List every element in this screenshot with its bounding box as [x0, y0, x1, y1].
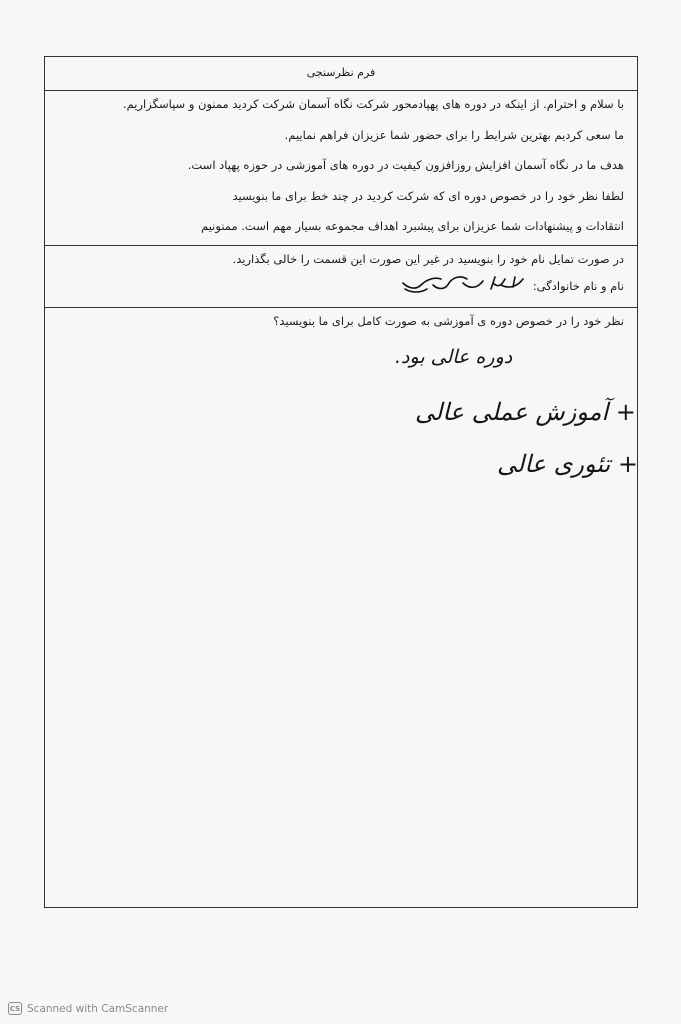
intro-section	[45, 91, 637, 246]
intro-line: لطفا نظر خود را در خصوص دوره ای که شرکت کردید در چند خط برای ما بنویسید	[232, 189, 624, 203]
intro-line: ما سعی کردیم بهترین شرایط را برای حضور شما عزیزان فراهم نماییم.	[284, 128, 624, 142]
camscanner-logo-icon: CS	[8, 1002, 22, 1015]
camscanner-watermark	[8, 1002, 168, 1015]
intro-line: هدف ما در نگاه آسمان افزایش روزافزون کیفیت در دوره های آموزشی در حوزه پهپاد است.	[187, 158, 624, 172]
answer-line: + آموزش عملی عالی	[415, 398, 636, 426]
answer-line: دوره عالی بود.	[395, 346, 513, 368]
form-title-row	[45, 57, 637, 91]
watermark-text: Scanned with CamScanner	[27, 1002, 169, 1015]
name-label: نام و نام خانوادگی:	[532, 279, 624, 293]
name-note: در صورت تمایل نام خود را بنویسید در غیر این صورت این قسمت را خالی بگذارید.	[232, 252, 624, 266]
form-title: فرم نظرسنجی	[306, 66, 376, 79]
name-section	[45, 246, 637, 308]
handwritten-name-signature	[397, 273, 527, 295]
answer-line: + تئوری عالی	[497, 450, 639, 478]
question-text: نظر خود را در خصوص دوره ی آموزشی به صورت کامل برای ما بنویسید؟	[273, 314, 624, 328]
intro-line: با سلام و احترام. از اینکه در دوره های پهپادمحور شرکت نگاه آسمان شرکت کردید ممنون و سپاسگزاریم.	[122, 97, 624, 111]
comment-section	[45, 308, 637, 907]
survey-form	[44, 56, 638, 908]
intro-line: انتقادات و پیشنهادات شما عزیزان برای پیشبرد اهداف مجموعه بسیار مهم است. ممنونیم	[201, 219, 624, 233]
